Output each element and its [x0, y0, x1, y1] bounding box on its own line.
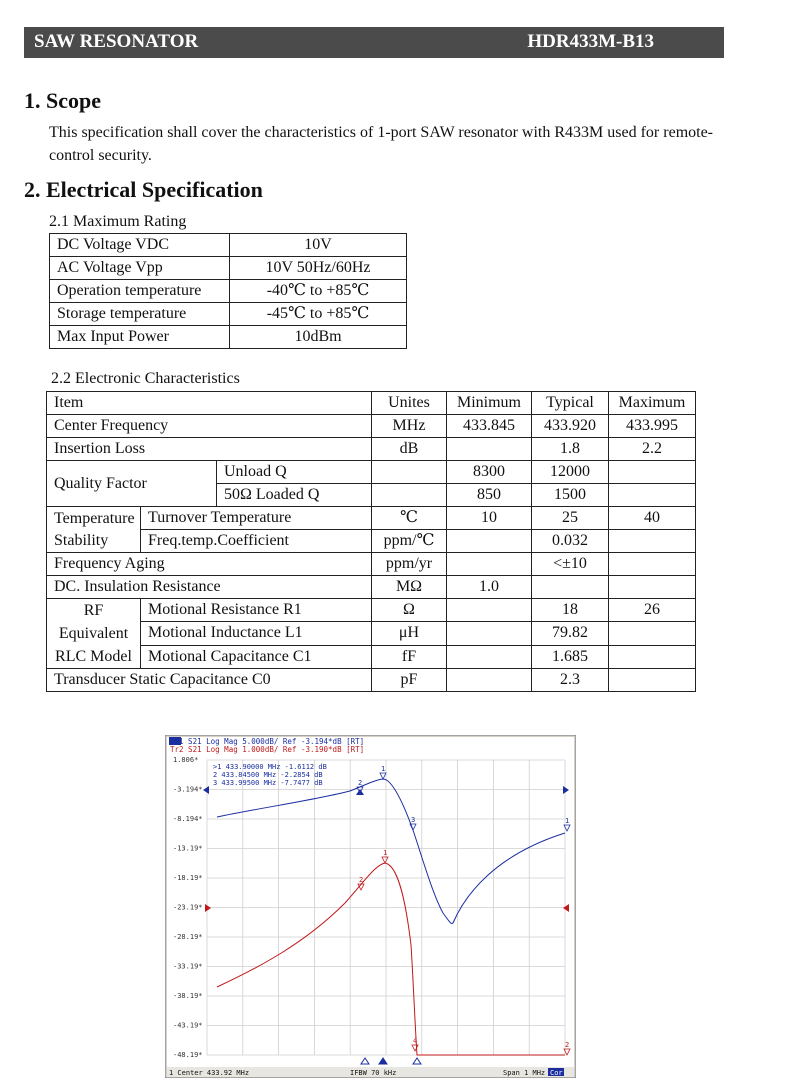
- table-row: [50, 234, 407, 257]
- cell-text: RLC Model: [55, 648, 132, 665]
- cell: [447, 599, 532, 622]
- cell: 1500: [532, 484, 609, 507]
- rating-label: AC Voltage Vpp: [50, 257, 230, 280]
- cell: 8300: [447, 461, 532, 484]
- cor-label: Cor: [550, 1069, 563, 1077]
- cell: 40: [609, 507, 696, 530]
- scope-text: This specification shall cover the characteristics of 1-port SAW resonator with R433M used for remote-control security.: [49, 124, 714, 164]
- marker-number: 2: [358, 779, 363, 787]
- cell: [447, 553, 532, 576]
- ifbw: IFBW 70 kHz: [350, 1069, 397, 1077]
- cell: [609, 484, 696, 507]
- cell: 50Ω Loaded Q: [217, 484, 372, 507]
- table-row: [47, 392, 696, 415]
- center-freq: 1 Center 433.92 MHz: [169, 1069, 250, 1077]
- col-header: Unites: [372, 392, 447, 415]
- status-bar-text: [169, 1068, 564, 1077]
- cell: Freq.temp.Coefficient: [141, 530, 372, 553]
- cell: 2.3: [532, 669, 609, 692]
- table-row: [47, 438, 696, 461]
- cell: [609, 530, 696, 553]
- cell: 1.8: [532, 438, 609, 461]
- cell: [447, 438, 532, 461]
- cell: Motional Capacitance C1: [141, 645, 372, 668]
- cell: ℃: [372, 507, 447, 530]
- tr1-title: Tr1 S21 Log Mag 5.000dB/ Ref -3.194*dB [RT]: [170, 737, 365, 746]
- cell: 433.995: [609, 415, 696, 438]
- marker-number: 2: [565, 1041, 570, 1049]
- marker-number: 3: [411, 816, 416, 824]
- cell-text: Stability: [54, 531, 109, 549]
- rating-label: Operation temperature: [50, 280, 230, 303]
- cell: [609, 645, 696, 668]
- cell: [609, 669, 696, 692]
- cell: ppm/yr: [372, 553, 447, 576]
- cell-text: Temperature: [54, 509, 135, 527]
- cell: μH: [372, 622, 447, 645]
- marker-1-readout: >1 433.90000 MHz -1.6112 dB: [213, 763, 327, 771]
- y-tick-label: -38.19*: [173, 992, 203, 1000]
- y-tick-label: -13.19*: [173, 844, 203, 853]
- tr2-title: Tr2 S21 Log Mag 1.000dB/ Ref -3.190*dB [RT]: [170, 745, 365, 754]
- max-rating-title: 2.1 Maximum Rating: [49, 213, 187, 230]
- table-row: [47, 507, 696, 530]
- marker-readout: [213, 763, 327, 787]
- marker-3-readout: 3 433.99500 MHz -7.7477 dB: [213, 779, 323, 787]
- electronic-char-table: [46, 391, 696, 692]
- cell: pF: [372, 669, 447, 692]
- cell: 25: [532, 507, 609, 530]
- rating-label: Storage temperature: [50, 303, 230, 326]
- marker-number: 1: [381, 765, 386, 773]
- cell: 10: [447, 507, 532, 530]
- rating-label: Max Input Power: [50, 326, 230, 349]
- cell: dB: [372, 438, 447, 461]
- cell: Transducer Static Capacitance C0: [47, 669, 372, 692]
- cell: Frequency Aging: [47, 553, 372, 576]
- scope-heading: 1. Scope: [24, 88, 101, 113]
- electronic-char-title: 2.2 Electronic Characteristics: [51, 370, 240, 387]
- document-header: [24, 27, 724, 58]
- cell: [447, 645, 532, 668]
- cell-text: Equivalent: [58, 625, 129, 642]
- cell: 12000: [532, 461, 609, 484]
- header-part-number: HDR433M-B13: [527, 31, 654, 52]
- rating-label: DC Voltage VDC: [50, 234, 230, 257]
- marker-number: 1: [383, 849, 388, 857]
- cell: [532, 576, 609, 599]
- table-row: [47, 622, 696, 645]
- span: Span 1 MHz: [503, 1069, 546, 1077]
- table-row: [50, 326, 407, 349]
- y-tick-label: -18.19*: [173, 874, 203, 882]
- cell: 433.845: [447, 415, 532, 438]
- cell: 1.0: [447, 576, 532, 599]
- cell: ppm/℃: [372, 530, 447, 553]
- trace-titles: [169, 737, 364, 754]
- cell: Insertion Loss: [47, 438, 372, 461]
- header-title: SAW RESONATOR: [34, 31, 199, 52]
- cell: [447, 622, 532, 645]
- y-tick-label: -33.19*: [173, 962, 203, 971]
- table-row: [47, 576, 696, 599]
- cell: Motional Resistance R1: [141, 599, 372, 622]
- cell: [609, 622, 696, 645]
- y-tick-label: -3.194*: [173, 785, 203, 794]
- y-tick-label: -23.19*: [173, 903, 203, 912]
- y-tick-label: -28.19*: [173, 933, 203, 941]
- rating-value: 10dBm: [230, 326, 407, 349]
- y-tick-label: 1.806*: [173, 756, 199, 764]
- table-row: [50, 280, 407, 303]
- cell: Motional Inductance L1: [141, 622, 372, 645]
- cell: Unload Q: [217, 461, 372, 484]
- col-header: Typical: [532, 392, 609, 415]
- cell: <±10: [532, 553, 609, 576]
- cell: 1.685: [532, 645, 609, 668]
- cell: 0.032: [532, 530, 609, 553]
- max-rating-table: [49, 233, 407, 349]
- cell: [609, 553, 696, 576]
- cell: fF: [372, 645, 447, 668]
- marker-2-readout: 2 433.84500 MHz -2.2854 dB: [213, 771, 323, 779]
- marker-number: 4: [413, 1037, 418, 1045]
- cell: [372, 484, 447, 507]
- rating-value: 10V 50Hz/60Hz: [230, 257, 407, 280]
- table-row: [47, 645, 696, 668]
- table-row: [50, 257, 407, 280]
- marker-number: 1: [565, 817, 570, 825]
- col-header: Maximum: [609, 392, 696, 415]
- table-row: [50, 303, 407, 326]
- cell-text: RF: [83, 602, 104, 619]
- marker-number: 2: [359, 876, 364, 884]
- cell: [609, 461, 696, 484]
- cell: 433.920: [532, 415, 609, 438]
- rating-value: -40℃ to +85℃: [230, 280, 407, 303]
- cell: DC. Insulation Resistance: [47, 576, 372, 599]
- cell: MHz: [372, 415, 447, 438]
- cell: MΩ: [372, 576, 447, 599]
- table-row: [47, 599, 696, 622]
- cell: 26: [609, 599, 696, 622]
- cell: Center Frequency: [47, 415, 372, 438]
- cell: Quality Factor: [47, 461, 217, 507]
- cell: 18: [532, 599, 609, 622]
- table-row: [47, 553, 696, 576]
- y-tick-label: -43.19*: [173, 1021, 203, 1030]
- cell: [447, 669, 532, 692]
- table-row: [47, 461, 696, 484]
- cell: [47, 507, 141, 553]
- rating-value: 10V: [230, 234, 407, 257]
- y-tick-label: -48.19*: [173, 1051, 203, 1059]
- rating-value: -45℃ to +85℃: [230, 303, 407, 326]
- table-row: [47, 669, 696, 692]
- table-row: [47, 415, 696, 438]
- cell: Turnover Temperature: [141, 507, 372, 530]
- cell: Ω: [372, 599, 447, 622]
- electrical-heading: 2. Electrical Specification: [24, 177, 263, 202]
- cell: [609, 576, 696, 599]
- cell: [372, 461, 447, 484]
- cell: [447, 530, 532, 553]
- cell: 850: [447, 484, 532, 507]
- cell: 79.82: [532, 622, 609, 645]
- table-row: [47, 530, 696, 553]
- y-tick-label: -8.194*: [173, 815, 203, 823]
- col-header: Minimum: [447, 392, 532, 415]
- cell: 2.2: [609, 438, 696, 461]
- cell: [47, 599, 141, 669]
- network-analyzer-plot: [165, 735, 576, 1078]
- col-header: Item: [47, 392, 372, 415]
